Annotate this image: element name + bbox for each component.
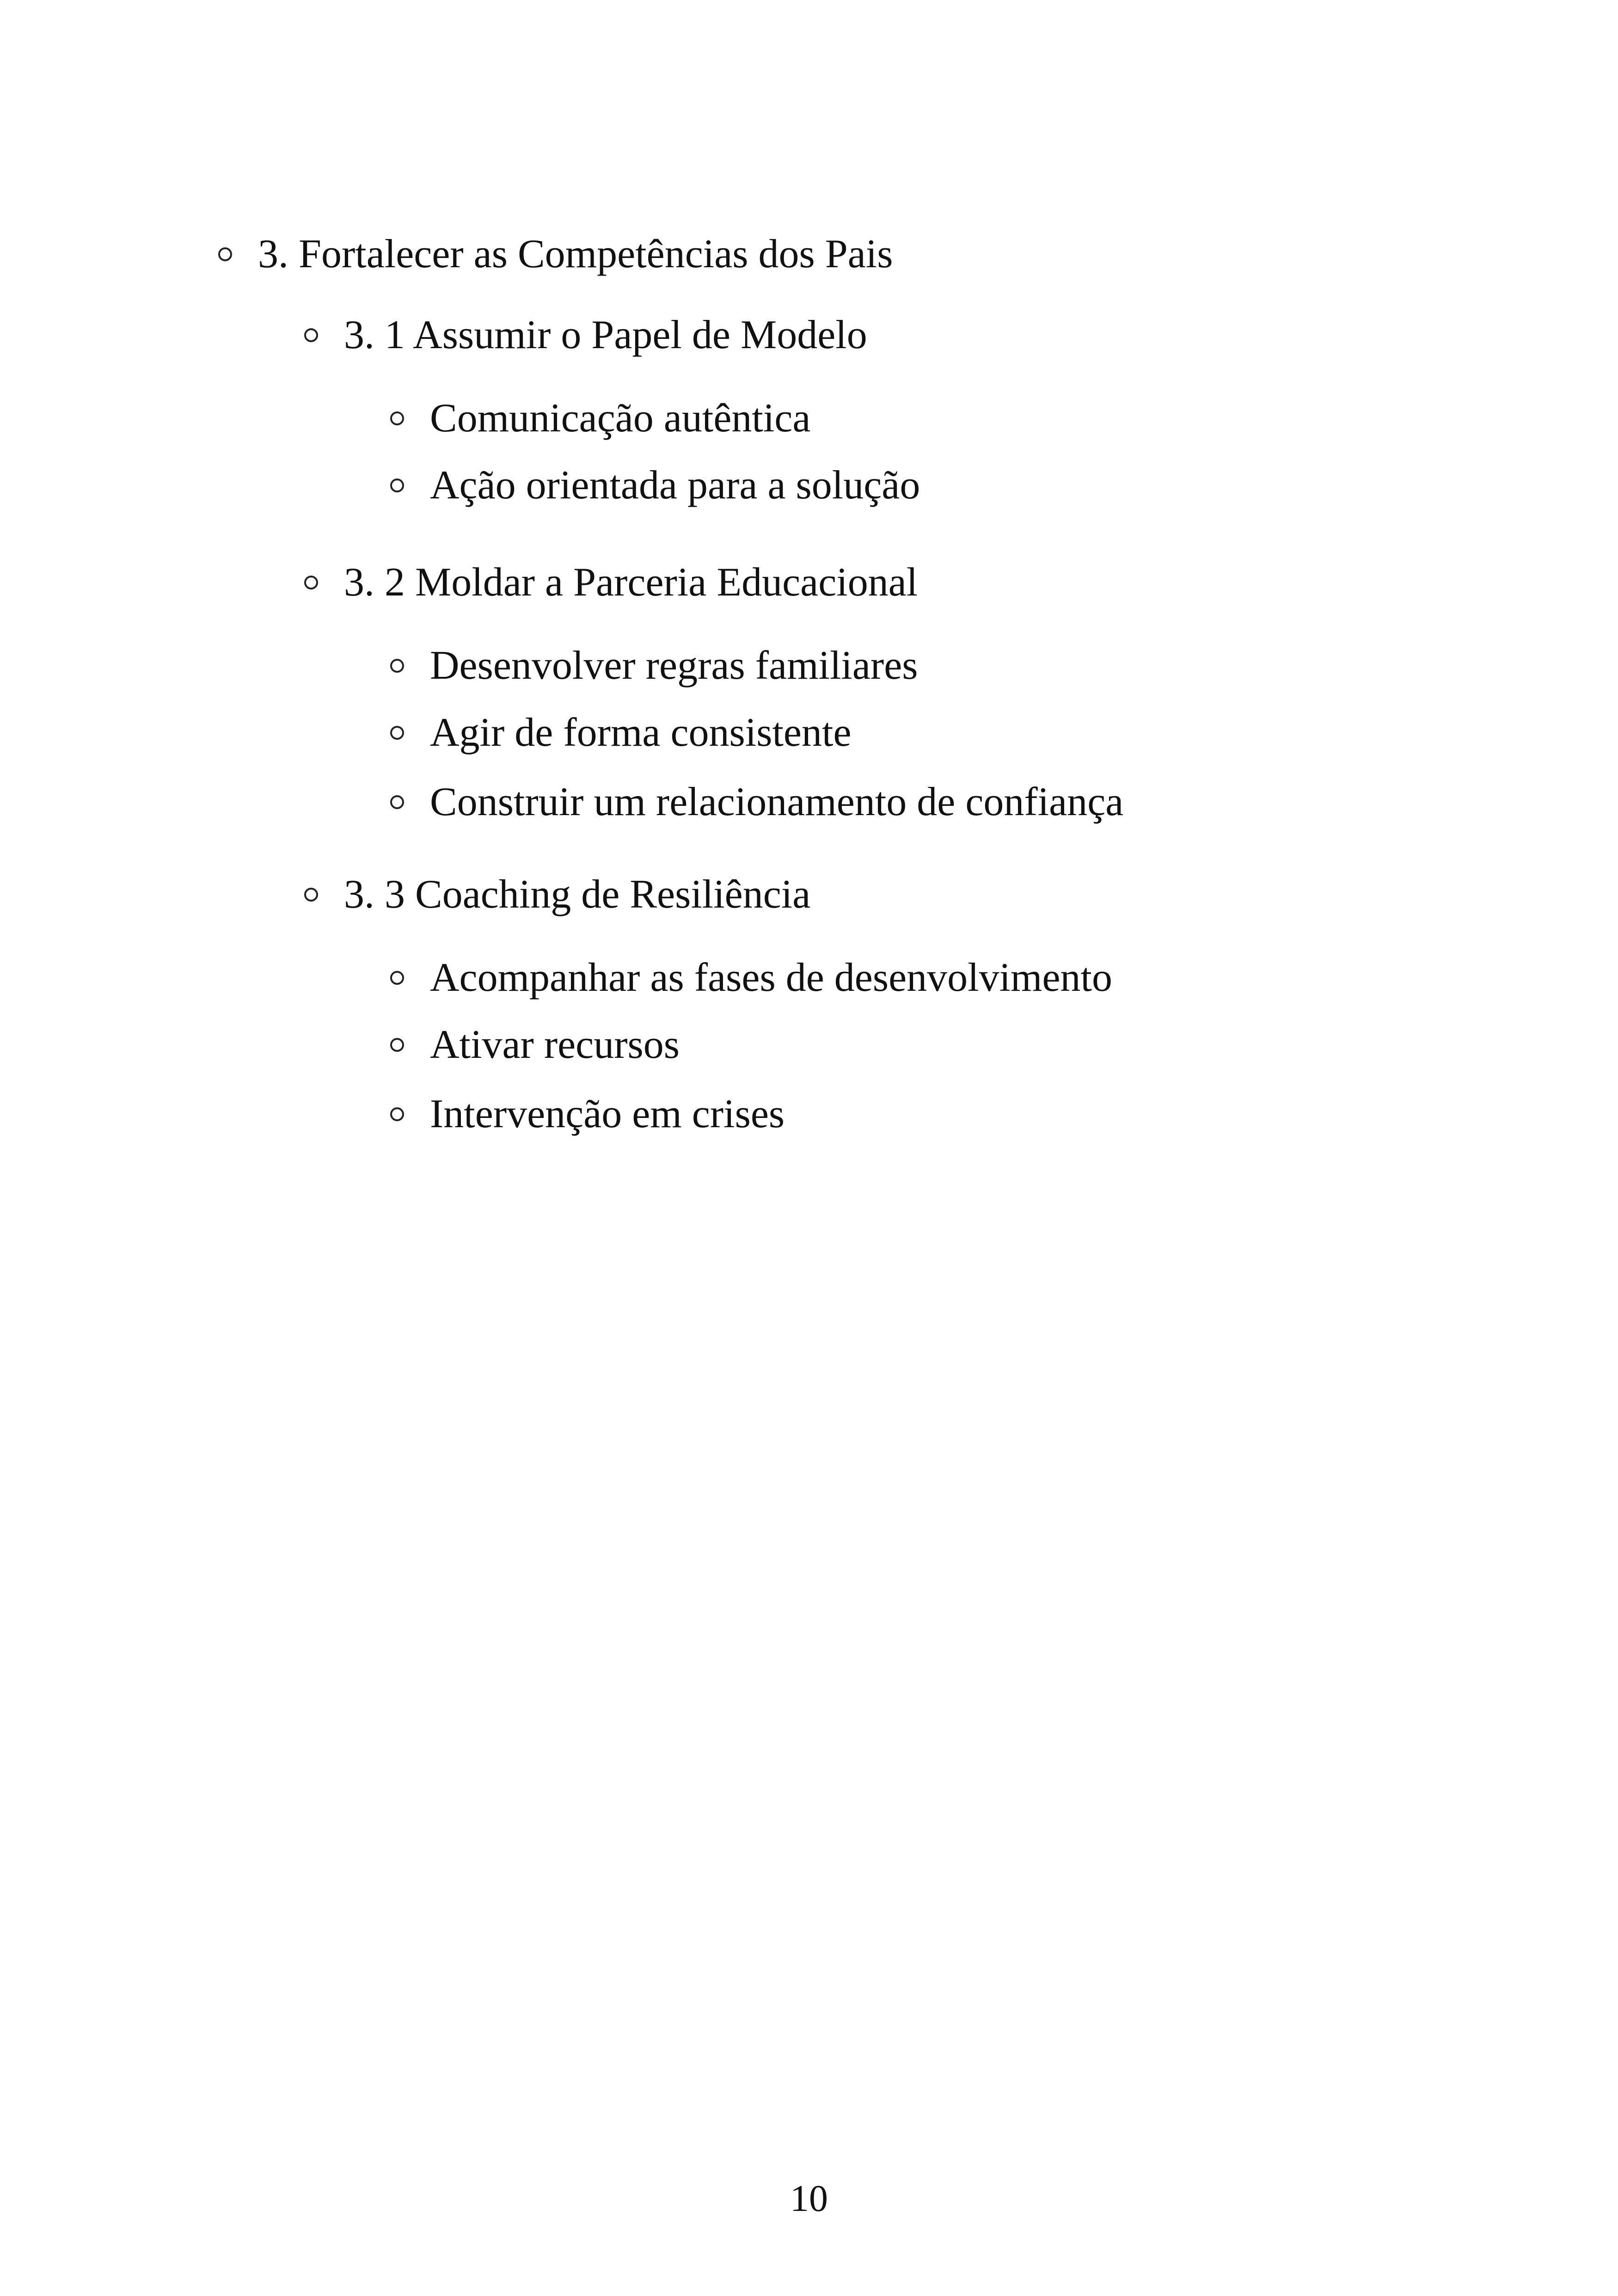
outline-subitem <box>390 638 918 694</box>
hollow-circle-bullet-icon <box>390 411 404 425</box>
subitem-text: Construir um relacionamento de confiança <box>430 780 1124 824</box>
hollow-circle-bullet-icon <box>218 247 232 261</box>
hollow-circle-bullet-icon <box>390 1038 404 1052</box>
outline-section-title <box>304 867 810 922</box>
outline-subitem <box>390 950 1112 1006</box>
hollow-circle-bullet-icon <box>390 479 404 492</box>
outline-section-title <box>304 307 867 363</box>
outline-section-title <box>304 555 918 610</box>
subitem-text: Desenvolver regras familiares <box>430 643 918 688</box>
outline-subitem <box>390 391 810 446</box>
section-title-text: 3. 3 Coaching de Resiliência <box>344 872 811 917</box>
hollow-circle-bullet-icon <box>304 328 318 342</box>
subitem-text: Ativar recursos <box>430 1022 680 1067</box>
outline-subitem <box>390 1017 680 1073</box>
hollow-circle-bullet-icon <box>390 726 404 740</box>
hollow-circle-bullet-icon <box>304 576 318 589</box>
outline-subitem <box>390 774 1123 830</box>
hollow-circle-bullet-icon <box>304 888 318 902</box>
outline-item-root <box>218 227 893 282</box>
subitem-text: Agir de forma consistente <box>430 710 852 755</box>
section-title-text: 3. 2 Moldar a Parceria Educacional <box>344 560 918 605</box>
outline-subitem <box>390 458 920 513</box>
hollow-circle-bullet-icon <box>390 795 404 809</box>
page-number: 10 <box>790 2177 828 2219</box>
subitem-text: Acompanhar as fases de desenvolvimento <box>430 955 1112 1000</box>
outline-root-text: 3. Fortalecer as Competências dos Pais <box>258 232 893 276</box>
subitem-text: Ação orientada para a solução <box>430 463 920 508</box>
hollow-circle-bullet-icon <box>390 659 404 673</box>
outline-subitem <box>390 705 852 761</box>
subitem-text: Comunicação autêntica <box>430 396 811 441</box>
outline-subitem <box>390 1087 784 1142</box>
hollow-circle-bullet-icon <box>390 1107 404 1121</box>
section-title-text: 3. 1 Assumir o Papel de Modelo <box>344 313 867 357</box>
subitem-text: Intervenção em crises <box>430 1092 785 1136</box>
hollow-circle-bullet-icon <box>390 971 404 985</box>
